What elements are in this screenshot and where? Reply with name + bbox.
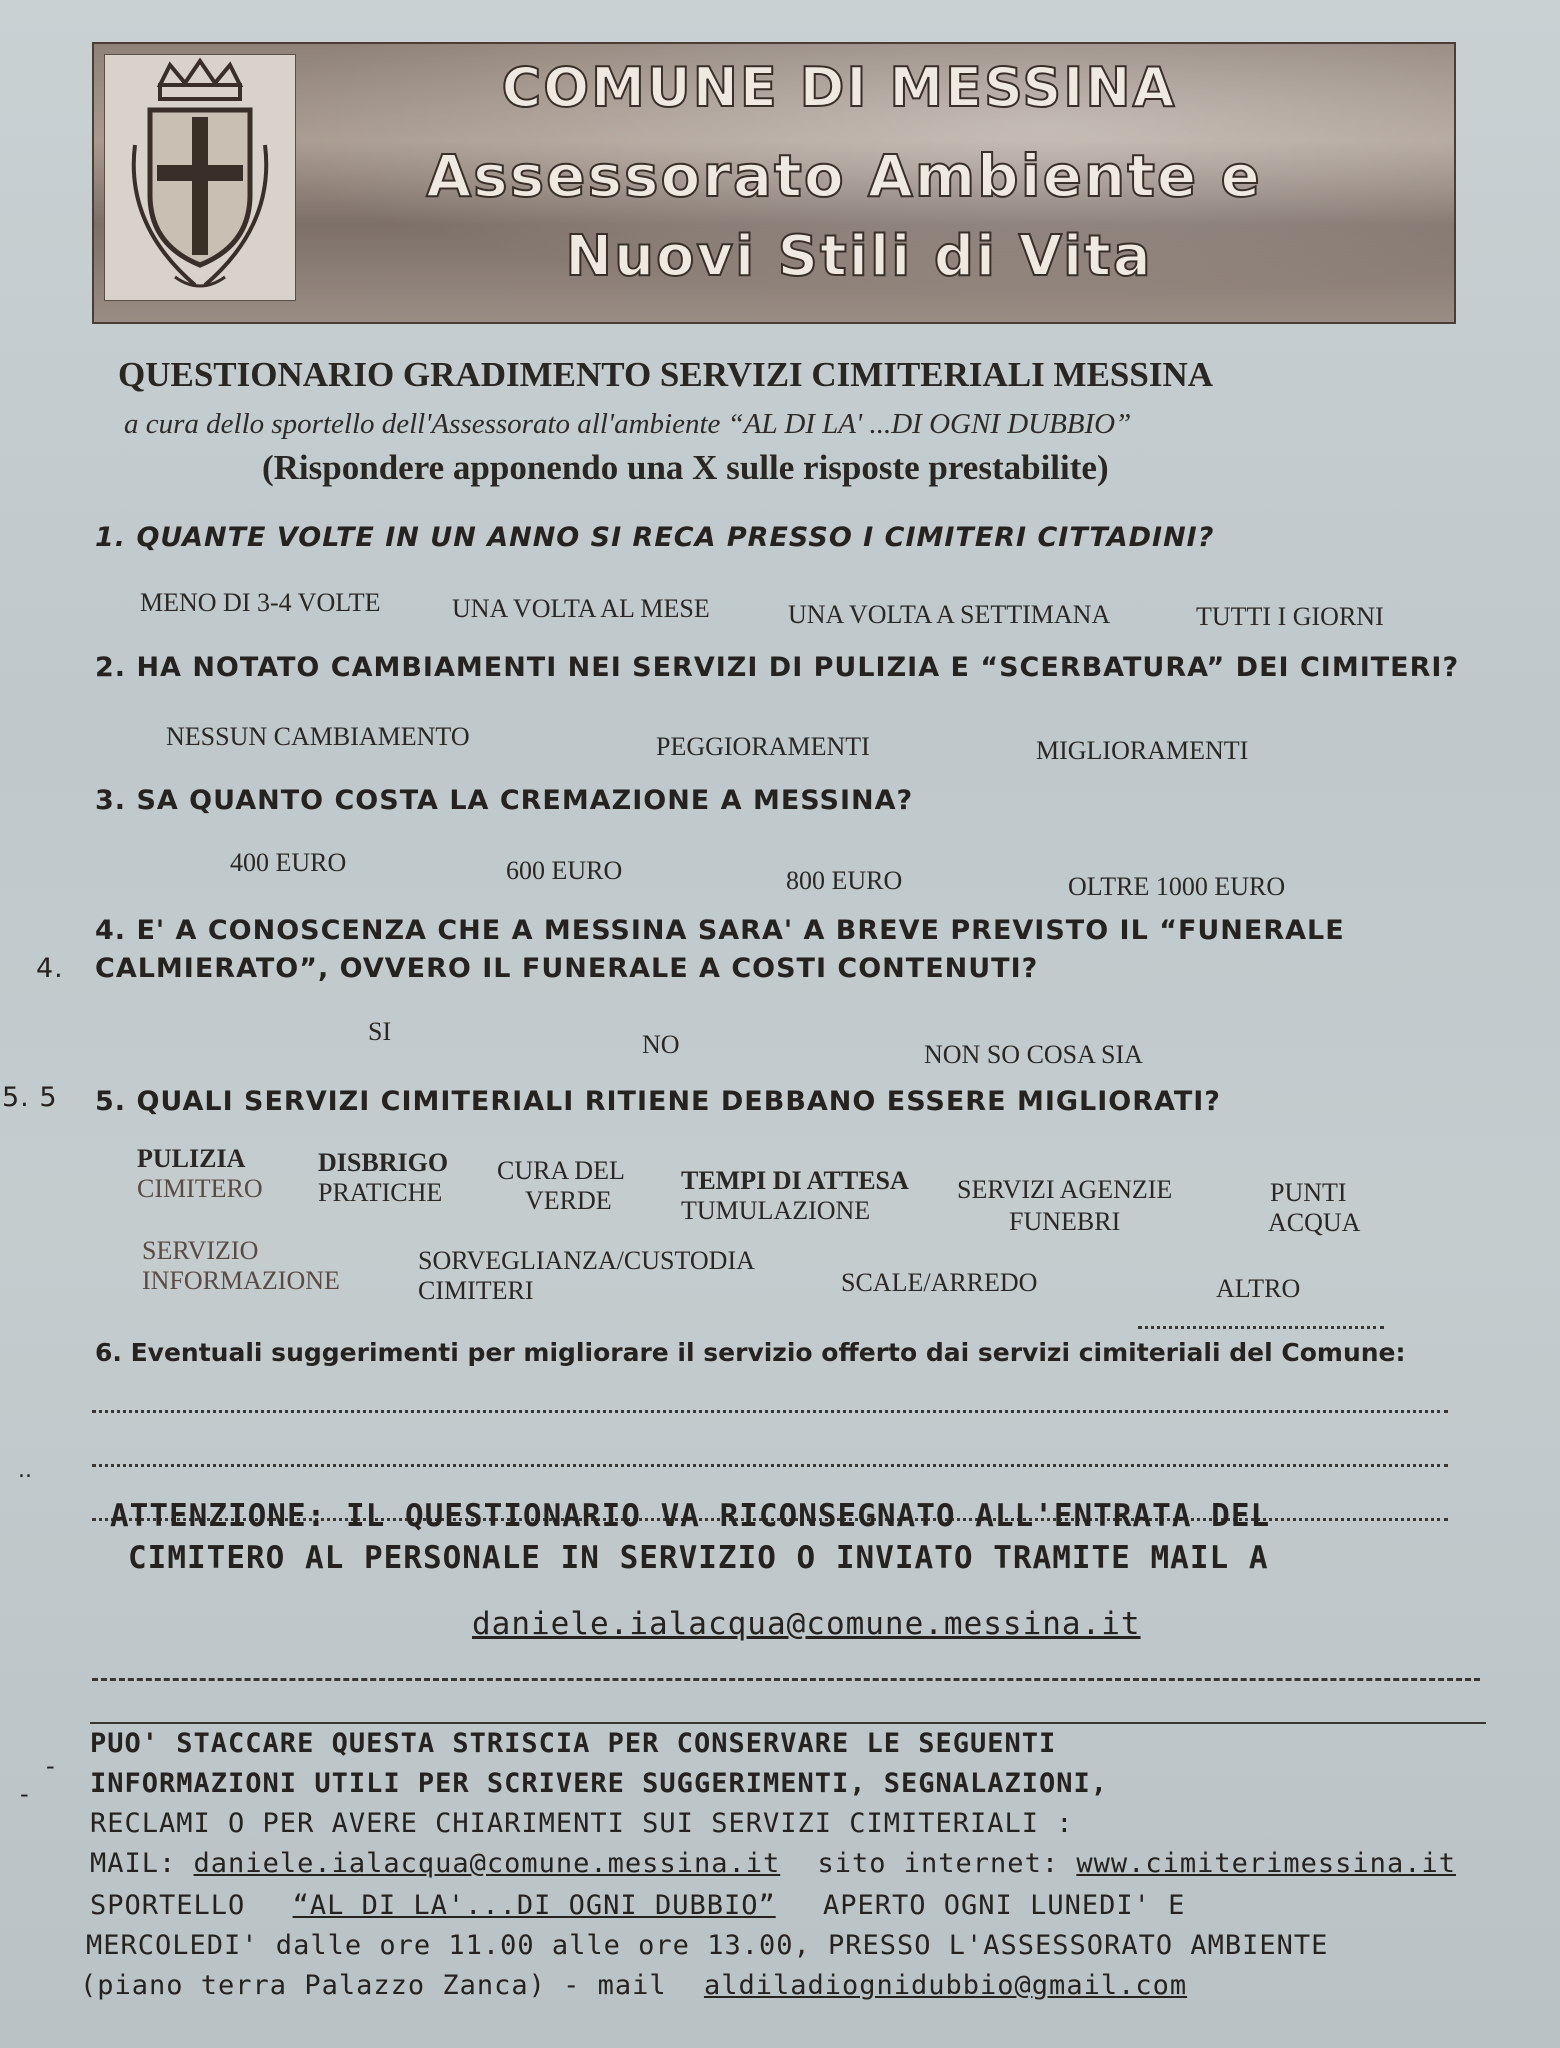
q1-option-2[interactable]: UNA VOLTA AL MESE (452, 594, 710, 623)
q5-option-altro[interactable]: ALTRO (1216, 1274, 1301, 1303)
q3-option-2[interactable]: 600 EURO (506, 856, 623, 885)
q5-option-label: TUMULAZIONE (681, 1196, 871, 1225)
strip-site-link[interactable]: www.cimiterimessina.it (1076, 1848, 1456, 1879)
strip-line-6: MERCOLEDI' dalle ore 11.00 alle ore 13.00, PRESSO L'ASSESSORATO AMBIENTE (86, 1930, 1329, 1961)
site-label: sito internet: (817, 1848, 1060, 1879)
q1-option-4[interactable]: TUTTI I GIORNI (1196, 602, 1384, 631)
strip-gmail-link[interactable]: aldiladiognidubbio@gmail.com (703, 1970, 1188, 2001)
strip-line-3: RECLAMI O PER AVERE CHIARIMENTI SUI SERVIZI CIMITERIALI : (90, 1808, 1074, 1839)
q5-option-label: ACQUA (1268, 1208, 1361, 1237)
q1-option-3[interactable]: UNA VOLTA A SETTIMANA (788, 600, 1111, 629)
palazzo-info: (piano terra Palazzo Zanca) - mail (80, 1970, 667, 2001)
cut-line (92, 1678, 1480, 1681)
strip-line-5 (90, 1890, 1185, 1921)
strip-mail-link[interactable]: daniele.ialacqua@comune.messina.it (193, 1848, 781, 1879)
margin-dots: .. (18, 1458, 32, 1483)
margin-mark-2: - (20, 1780, 29, 1808)
question-3: 3. SA QUANTO COSTA LA CREMAZIONE A MESSINA? (95, 785, 914, 816)
q5-option-label: VERDE (525, 1186, 612, 1215)
q5-option-label: CURA DEL (497, 1156, 625, 1185)
q5-option-agenzie-funebri[interactable] (957, 1174, 1172, 1238)
strip-top-border (90, 1722, 1486, 1724)
q5-option-cura-verde[interactable] (497, 1156, 625, 1216)
q5-option-pulizia[interactable] (137, 1144, 263, 1204)
question-4-line-1: 4. E' A CONOSCENZA CHE A MESSINA SARA' A BREVE PREVISTO IL “FUNERALE (95, 915, 1345, 946)
question-2: 2. HA NOTATO CAMBIAMENTI NEI SERVIZI DI PULIZIA E “SCERBATURA” DEI CIMITERI? (95, 652, 1460, 683)
sportello-name: “AL DI LA'...DI OGNI DUBBIO” (292, 1890, 776, 1921)
mail-label: MAIL: (90, 1848, 177, 1879)
q5-option-label: TEMPI DI ATTESA (681, 1166, 909, 1195)
suggestion-line-2[interactable] (92, 1464, 1448, 1467)
q5-option-servizio-informazione[interactable] (142, 1236, 340, 1296)
strip-line-1: PUO' STACCARE QUESTA STRISCIA PER CONSERVARE LE SEGUENTI (90, 1728, 1057, 1759)
q5-option-label: CIMITERO (137, 1174, 263, 1203)
q3-option-1[interactable]: 400 EURO (230, 848, 347, 877)
q5-option-label: CIMITERI (418, 1276, 534, 1305)
strip-mail-row (90, 1848, 1456, 1879)
sportello-hours-start: APERTO OGNI LUNEDI' E (823, 1890, 1186, 1921)
question-4-margin-number: 4. (36, 953, 64, 984)
document-title: QUESTIONARIO GRADIMENTO SERVIZI CIMITERIALI MESSINA (118, 355, 1214, 394)
question-4-line-2: CALMIERATO”, OVVERO IL FUNERALE A COSTI CONTENUTI? (95, 953, 1039, 984)
header-line-2: Assessorato Ambiente e (426, 142, 1262, 210)
altro-answer-line[interactable] (1138, 1326, 1384, 1329)
question-6: 6. Eventuali suggerimenti per migliorare il servizio offerto dai servizi cimiteriali del Comune: (95, 1338, 1406, 1367)
q5-option-label: SERVIZIO (142, 1236, 259, 1265)
question-5-margin-numbers: 5. 5 (2, 1082, 58, 1113)
q5-option-label: DISBRIGO (318, 1148, 449, 1177)
q2-option-3[interactable]: MIGLIORAMENTI (1036, 736, 1249, 765)
q3-option-4[interactable]: OLTRE 1000 EURO (1068, 872, 1286, 901)
q5-option-sorveglianza[interactable] (418, 1246, 755, 1306)
question-5: 5. QUALI SERVIZI CIMITERIALI RITIENE DEBBANO ESSERE MIGLIORATI? (95, 1086, 1221, 1117)
q5-option-label: FUNEBRI (1009, 1207, 1121, 1236)
q2-option-2[interactable]: PEGGIORAMENTI (656, 732, 870, 761)
attention-email-link[interactable]: daniele.ialacqua@comune.messina.it (472, 1606, 1141, 1642)
header-line-1: COMUNE DI MESSINA (501, 56, 1177, 119)
strip-line-7 (80, 1970, 1187, 2001)
q5-option-label: PULIZIA (137, 1144, 246, 1173)
q5-option-label: SERVIZI AGENZIE (957, 1175, 1173, 1204)
q5-option-scale-arredo[interactable]: SCALE/ARREDO (841, 1268, 1038, 1297)
instructions: (Rispondere apponendo una X sulle risposte prestabilite) (262, 448, 1109, 487)
q5-option-label: SORVEGLIANZA/CUSTODIA (418, 1246, 755, 1275)
header-banner (92, 42, 1456, 324)
header-line-3: Nuovi Stili di Vita (565, 224, 1153, 289)
document-subtitle: a cura dello sportello dell'Assessorato all'ambiente “AL DI LA' ...DI OGNI DUBBIO” (124, 408, 1132, 440)
q1-option-1[interactable]: MENO DI 3-4 VOLTE (140, 588, 381, 617)
question-1: 1. QUANTE VOLTE IN UN ANNO SI RECA PRESSO I CIMITERI CITTADINI? (95, 522, 1215, 553)
q5-option-disbrigo[interactable] (318, 1148, 448, 1208)
q5-option-label: PUNTI (1270, 1178, 1347, 1207)
q5-option-label: PRATICHE (318, 1178, 443, 1207)
strip-line-2: INFORMAZIONI UTILI PER SCRIVERE SUGGERIMENTI, SEGNALAZIONI, (90, 1768, 1109, 1799)
q5-option-label: INFORMAZIONE (142, 1266, 340, 1295)
q4-option-2[interactable]: NO (642, 1030, 680, 1059)
q4-option-3[interactable]: NON SO COSA SIA (924, 1040, 1143, 1069)
q2-option-1[interactable]: NESSUN CAMBIAMENTO (166, 722, 470, 751)
q3-option-3[interactable]: 800 EURO (786, 866, 903, 895)
q5-option-tempi-attesa[interactable] (681, 1166, 909, 1226)
attention-line-1: ATTENZIONE: IL QUESTIONARIO VA RICONSEGNATO ALL'ENTRATA DEL (110, 1498, 1271, 1534)
margin-mark-1: - (46, 1752, 55, 1780)
suggestion-line-1[interactable] (92, 1410, 1448, 1413)
q5-option-punti-acqua[interactable] (1268, 1178, 1360, 1238)
q4-option-1[interactable]: SI (368, 1017, 392, 1046)
sportello-label: SPORTELLO (90, 1890, 246, 1921)
attention-line-2: CIMITERO AL PERSONALE IN SERVIZIO O INVIATO TRAMITE MAIL A (128, 1540, 1269, 1576)
